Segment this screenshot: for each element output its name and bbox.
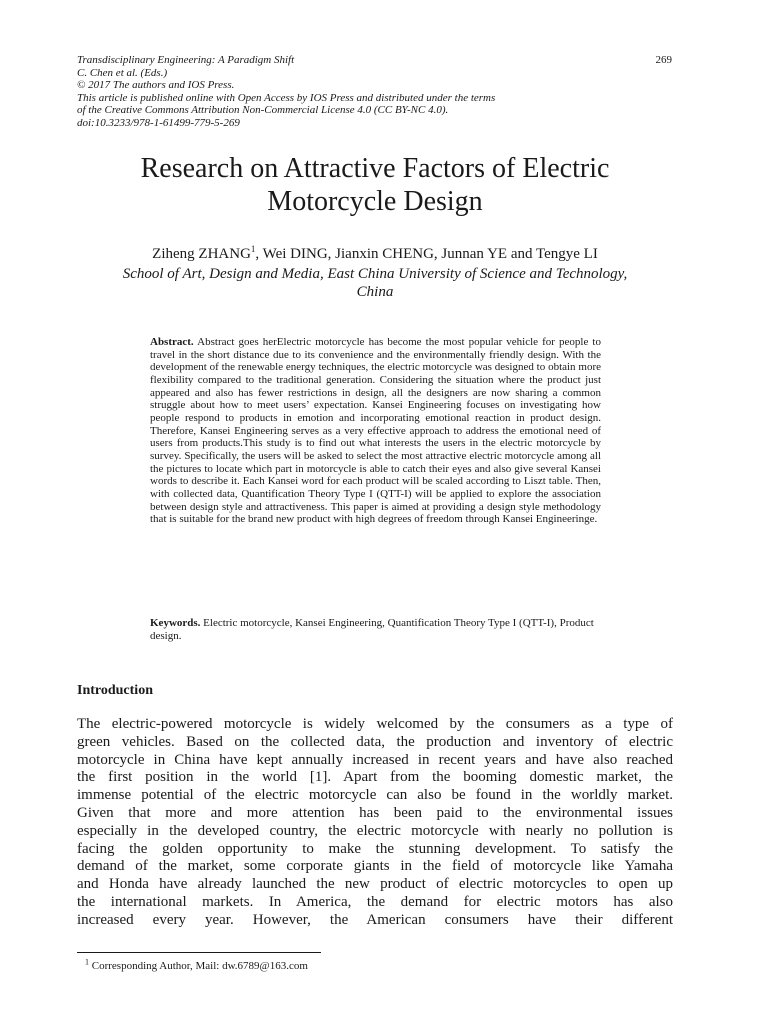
body-line: the first position in the world [1]. Apart from the booming domestic market, the xyxy=(77,769,673,786)
other-authors: , Wei DING, Jianxin CHENG, Junnan YE and Tengye LI xyxy=(255,246,598,262)
keywords xyxy=(150,617,601,643)
body-line: immense potential of the electric motorcycle can also be found in the worldly market. xyxy=(77,787,673,804)
affiliation-line: China xyxy=(356,284,394,300)
running-header xyxy=(77,54,677,130)
affiliation-line: School of Art, Design and Media, East China University of Science and Technology, xyxy=(122,266,628,282)
keywords-text: Electric motorcycle, Kansei Engineering, Quantification Theory Type I (QTT-I), Product design. xyxy=(150,617,594,642)
footnote-marker: 1 xyxy=(250,244,256,254)
body-line: The electric-powered motorcycle is widely welcomed by the consumers as a type of xyxy=(77,716,673,732)
title-line: Motorcycle Design xyxy=(267,186,483,217)
footnote-rule xyxy=(77,952,321,953)
footnote xyxy=(85,959,308,973)
introduction-body xyxy=(77,716,673,930)
title-line: Research on Attractive Factors of Electric xyxy=(140,153,610,184)
body-line: Given that more and more attention has been paid to the environmental issues xyxy=(77,804,673,821)
body-line: green vehicles. Based on the collected data, the production and inventory of electric xyxy=(77,733,673,750)
footnote-text: Corresponding Author, Mail: dw.6789@163.com xyxy=(89,960,308,972)
body-line: demand of the market, some corporate giants in the field of motorcycle like Yamaha xyxy=(77,858,673,875)
keywords-label: Keywords. xyxy=(150,617,201,629)
header-line: C. Chen et al. (Eds.) xyxy=(77,66,168,79)
affiliation xyxy=(85,265,665,301)
body-line: facing the golden opportunity to make the stunning development. To satisfy the xyxy=(77,840,673,857)
header-line: Transdisciplinary Engineering: A Paradigm Shift xyxy=(77,54,295,66)
header-line: of the Creative Commons Attribution Non-Commercial License 4.0 (CC BY-NC 4.0). xyxy=(77,104,449,117)
author-list xyxy=(77,245,673,263)
abstract xyxy=(150,336,601,526)
header-line: doi:10.3233/978-1-61499-779-5-269 xyxy=(77,116,240,129)
page-number: 269 xyxy=(655,54,672,66)
section-heading-introduction: Introduction xyxy=(77,683,153,698)
paper-title xyxy=(77,152,673,218)
body-line: the international markets. In America, the demand for electric motors has also xyxy=(77,893,673,910)
first-author: Ziheng ZHANG xyxy=(152,246,251,262)
abstract-label: Abstract. xyxy=(150,336,194,348)
body-line: and Honda have already launched the new product of electric motorcycles to open up xyxy=(77,876,673,893)
header-line: This article is published online with Open Access by IOS Press and distributed under the terms xyxy=(77,91,496,104)
header-line: © 2017 The authors and IOS Press. xyxy=(77,79,235,92)
body-line: motorcycle in China have kept annually increased in recent years and have also reached xyxy=(77,751,673,768)
abstract-text: Abstract goes herElectric motorcycle has become the most popular vehicle for people to travel in the short distance due to its convenience and the environmentally friendly design. With the development of the renewable energy techniques, the electric motorcycle was designed to obtain more flexibility compared to the traditional generation. Considering the situation where the product just appeared and also has fewer restrictions in design, all the designers are now sharing a common struggle about how to meet users’ expectation. Kansei Engineering focuses on investigating how people respond to products in emotion and incorporating emotional reaction in product design. Therefore, Kansei Engineering serves as a very effective approach to address the emotional need of users from products.This study is to find out what interests the users in the electric motorcycle by survey. Specifically, the users will be asked to select the most attractive electric motorcycle among all the pictures to locate which part in motorcycle is able to catch their eyes and also give several Kansei words to describe it. Each Kansei word for each product will be scaled according to Liszt table. Then, with collected data, Quantification Theory Type I (QTT-I) will be applied to explore the association between design style and attractiveness. This paper is aimed at providing a design style methodology that is suitable for the brand new product with high degrees of freedom through Kansei Engineeringe. xyxy=(150,336,601,526)
body-line: especially in the developed country, the electric motorcycle with nearly no pollution is xyxy=(77,822,673,839)
body-line: increased every year. However, the American consumers have their different xyxy=(77,911,673,928)
footnote-marker: 1 xyxy=(85,957,89,967)
